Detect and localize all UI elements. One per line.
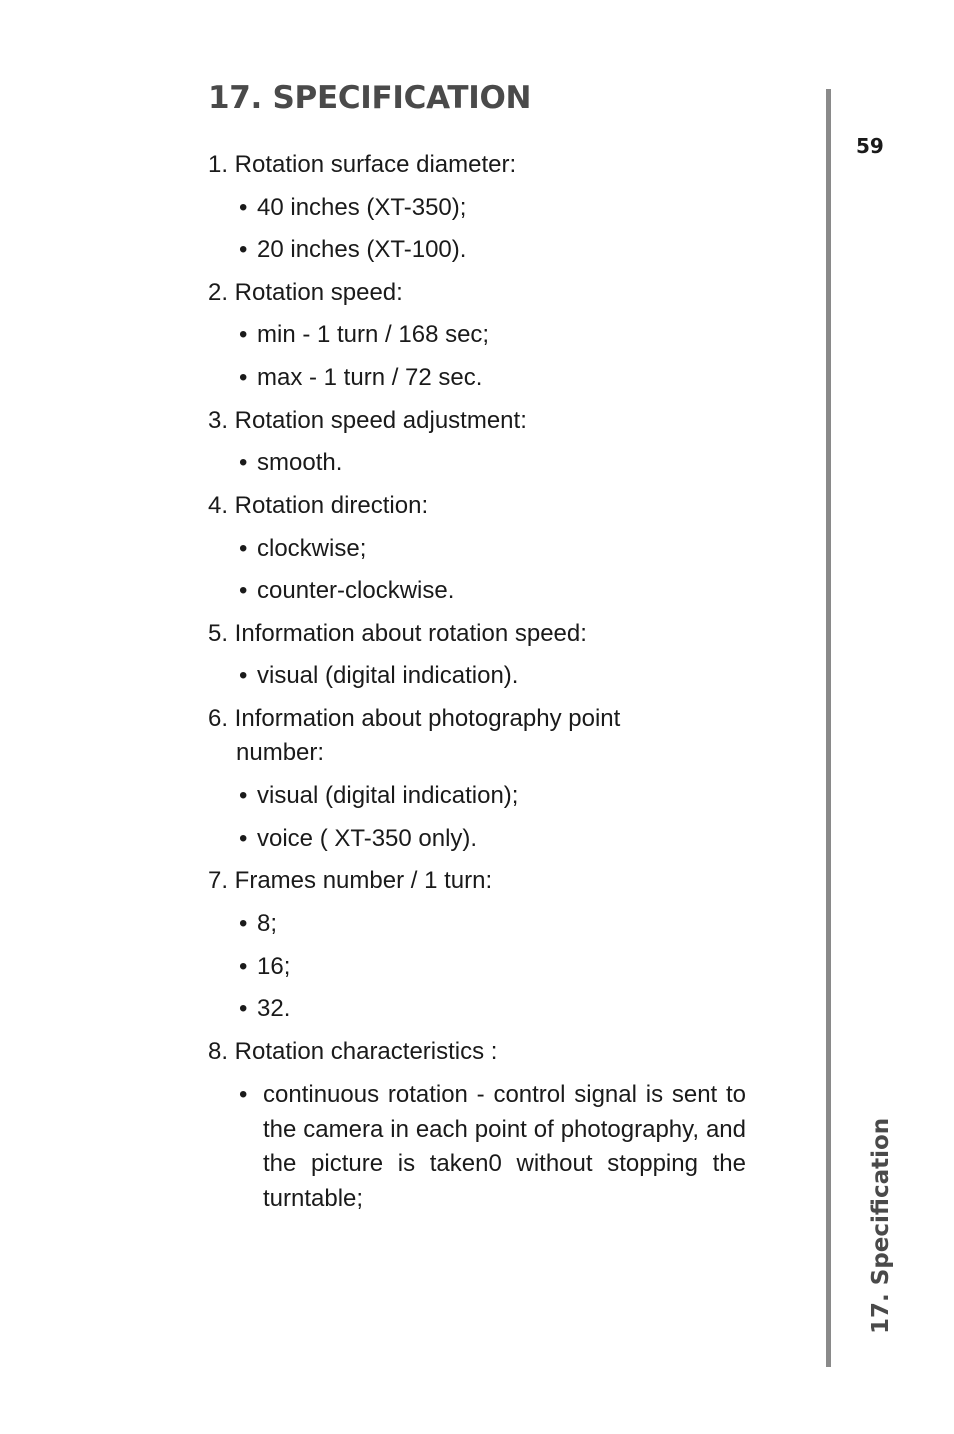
spec-item-title: 4. Rotation direction: [208, 492, 429, 519]
bullet-icon: • [239, 953, 248, 980]
bullet-icon: • [239, 236, 248, 263]
spec-bullet: • 16; [239, 953, 291, 980]
spec-item-title: 7. Frames number / 1 turn: [208, 867, 493, 894]
spec-bullet: • clockwise; [239, 535, 367, 562]
spec-item-title: 2. Rotation speed: [208, 279, 403, 306]
bullet-icon: • [239, 321, 248, 348]
spec-item-title: 5. Information about rotation speed: [208, 620, 587, 647]
margin-rule [826, 89, 831, 1367]
spec-bullet: • 20 inches (XT-100). [239, 236, 467, 263]
running-head: 17. Specification [868, 1117, 894, 1334]
bullet-icon: • [239, 194, 248, 221]
bullet-icon: • [239, 910, 248, 937]
spec-bullet: • 32. [239, 995, 291, 1022]
bullet-icon: • [239, 782, 248, 809]
spec-item-title: 8. Rotation characteristics : [208, 1038, 498, 1065]
bullet-icon: • [239, 995, 248, 1022]
spec-item-title: 3. Rotation speed adjustment: [208, 407, 527, 434]
spec-bullet: • visual (digital indication). [239, 662, 519, 689]
spec-bullet: • min - 1 turn / 168 sec; [239, 321, 490, 348]
spec-bullet: • smooth. [239, 449, 343, 476]
bullet-icon: • [239, 577, 248, 604]
spec-bullet: • 40 inches (XT-350); [239, 194, 467, 221]
bullet-icon: • [239, 364, 248, 391]
bullet-icon: • [239, 449, 248, 476]
spec-bullet: • voice ( XT-350 only). [239, 825, 478, 852]
page-title: 17. SPECIFICATION [208, 80, 532, 116]
spec-bullet: • counter-clockwise. [239, 577, 455, 604]
bullet-icon: • [239, 825, 248, 852]
spec-bullet: • continuous rotation - control signal is sent to the camera in each point of photography, and the picture is taken0 without stopping the turntable; [239, 1078, 746, 1216]
bullet-icon: • [239, 1081, 248, 1108]
bullet-icon: • [239, 662, 248, 689]
spec-bullet: • 8; [239, 910, 278, 937]
spec-item-title: 6. Information about photography point number: [208, 705, 621, 766]
spec-bullet: • visual (digital indication); [239, 782, 519, 809]
page-number: 59 [856, 134, 884, 158]
spec-item-title: 1. Rotation surface diameter: [208, 151, 517, 178]
spec-bullet: • max - 1 turn / 72 sec. [239, 364, 483, 391]
bullet-icon: • [239, 535, 248, 562]
